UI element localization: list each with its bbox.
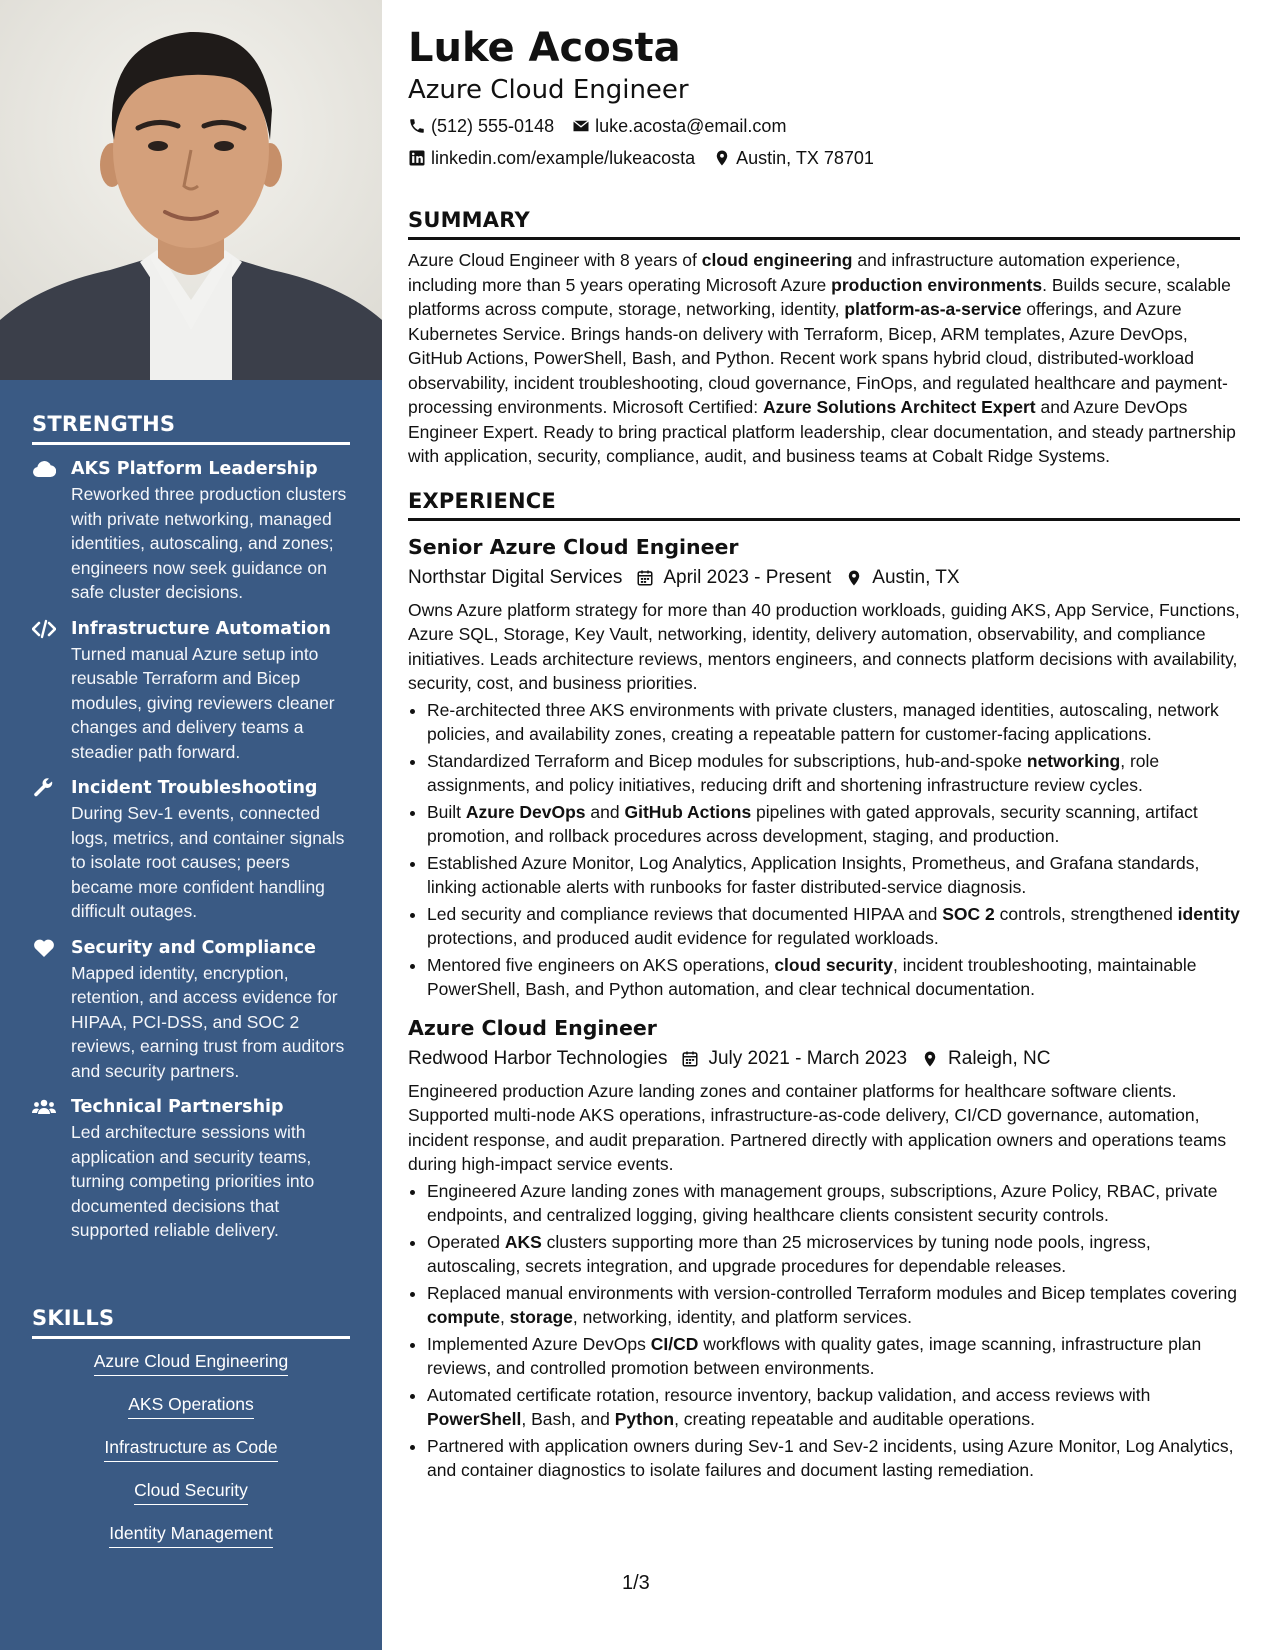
- bullet-item: [427, 1179, 1240, 1228]
- bullet-item: [427, 1281, 1240, 1330]
- map-pin-icon: [713, 149, 731, 167]
- bold-text: PowerShell: [427, 1409, 522, 1429]
- skill-row: [32, 1376, 350, 1419]
- text-segment: offerings, and Azure Kubernetes Service. Brings hands-on delivery with Terraform, Bicep, ARM templates, Azure DevOps, GitHub Actions, PowerShell, Bash, and Python. Recent work spans hybrid cloud, distributed-workload observability, incident troubleshooting, cloud governance, FinOps, and regulated healthcare and payment-processing environments. Microsoft Certified:: [408, 299, 1228, 417]
- skill-row: [32, 1462, 350, 1505]
- strengths-heading: STRENGTHS: [32, 412, 350, 445]
- strength-item: [32, 1095, 350, 1243]
- strengths-list: [32, 457, 350, 1243]
- bold-text: compute: [427, 1307, 500, 1327]
- company-name: Northstar Digital Services: [408, 566, 623, 588]
- bold-text: identity: [1177, 903, 1240, 924]
- wrench-icon: [32, 778, 56, 798]
- calendar-icon: [622, 569, 663, 587]
- bold-text: AKS: [504, 1231, 542, 1252]
- text-segment: clusters supporting more than 25 microservices by tuning node pools, ingress, autoscaling, secrets integration, and upgrade procedures for dependable releases.: [427, 1231, 1151, 1276]
- contact-row-1: [408, 114, 1240, 138]
- main-content: [408, 22, 1240, 1483]
- code-icon: [32, 619, 56, 639]
- bullet-item: [427, 1383, 1240, 1432]
- bullet-item: [427, 1230, 1240, 1279]
- location-contact: [713, 146, 874, 170]
- strength-item: [32, 936, 350, 1084]
- job-description: Owns Azure platform strategy for more than 40 production workloads, guiding AKS, App Service, Functions, Azure SQL, Storage, Key Vault, networking, identity, delivery automation, observability, and compliance initiatives. Leads architecture reviews, mentors engineers, and connects platform decisions with availability, security, cost, and business priorities.: [408, 599, 1240, 693]
- skill-tag: Identity Management: [109, 1521, 272, 1548]
- job-title: Senior Azure Cloud Engineer: [408, 534, 739, 559]
- sidebar: [0, 0, 382, 1650]
- bullet-item: [427, 800, 1240, 849]
- profile-photo: [0, 0, 382, 380]
- text-segment: , creating repeatable and auditable operations.: [674, 1409, 1036, 1429]
- text-segment: ,: [499, 1307, 510, 1327]
- map-pin-icon: [907, 1050, 948, 1068]
- job-location: Austin, TX: [872, 566, 960, 588]
- bold-text: Azure Solutions Architect Expert: [763, 397, 1036, 417]
- text-segment: . Builds secure, scalable platforms across compute, storage, networking, identity,: [408, 274, 1231, 319]
- phone-icon: [408, 117, 426, 135]
- job-meta: [408, 1046, 1240, 1072]
- strength-text: Led architecture sessions with application and security teams, turning competing priorities into documented decisions that supported reliable delivery.: [71, 1122, 315, 1240]
- text-segment: workflows with quality gates, image scanning, infrastructure plan reviews, and controlled promotion between environments.: [427, 1333, 1202, 1378]
- strength-title: AKS Platform Leadership: [71, 459, 318, 479]
- skill-row: [32, 1505, 350, 1548]
- contact-row-2: [408, 146, 1240, 170]
- phone-contact: [408, 114, 554, 138]
- skill-row: [32, 1419, 350, 1462]
- text-segment: Azure Cloud Engineer with 8 years of: [408, 250, 702, 270]
- text-segment: controls, strengthened: [994, 903, 1178, 924]
- text-segment: Automated certificate rotation, resource inventory, backup validation, and access reviews with: [427, 1384, 1151, 1405]
- text-segment: , incident troubleshooting, maintainable PowerShell, Bash, and Python automation, and clear technical documentation.: [427, 954, 1197, 999]
- text-segment: , networking, identity, and platform services.: [572, 1307, 913, 1327]
- candidate-title: Azure Cloud Engineer: [408, 75, 689, 105]
- text-segment: Operated: [427, 1231, 505, 1252]
- email-text[interactable]: luke.acosta@email.com: [595, 116, 787, 136]
- text-segment: Led security and compliance reviews that documented HIPAA and: [427, 903, 943, 924]
- strength-item: [32, 776, 350, 924]
- bullet-item: [427, 953, 1240, 1002]
- strength-item: [32, 617, 350, 765]
- skill-tag: AKS Operations: [128, 1392, 253, 1419]
- envelope-icon: [572, 117, 590, 135]
- text-segment: Built: [427, 801, 466, 822]
- strength-text: During Sev-1 events, connected logs, metrics, and container signals to isolate root causes; peers became more confident handling difficult outages.: [71, 803, 345, 921]
- job-entry: [408, 1014, 1240, 1483]
- job-bullets: [408, 1179, 1240, 1483]
- bold-text: storage: [509, 1307, 573, 1327]
- strength-text: Mapped identity, encryption, retention, and access evidence for HIPAA, PCI-DSS, and SOC 2 reviews, earning trust from auditors and security partners.: [71, 962, 345, 1081]
- bullet-item: [427, 698, 1240, 747]
- job-bullets: [408, 698, 1240, 1002]
- linkedin-icon: [408, 149, 426, 167]
- text-segment: Implemented Azure DevOps: [427, 1333, 651, 1354]
- strength-title: Incident Troubleshooting: [71, 778, 318, 798]
- text-segment: Re-architected three AKS environments with private clusters, managed identities, autoscaling, network policies, and availability zones, creating a repeatable pattern for customer-facing applications.: [427, 699, 1219, 744]
- text-segment: protections, and produced audit evidence for regulated workloads.: [427, 928, 939, 948]
- text-segment: and infrastructure automation experience, including more than 5 years operating Microsoft Azure: [408, 250, 1181, 295]
- skills-heading: SKILLS: [32, 1306, 350, 1339]
- bold-text: networking: [1026, 750, 1121, 771]
- strength-text: Reworked three production clusters with private networking, managed identities, autoscaling, and zones; engineers now seek guidance on safe cluster decisions.: [71, 484, 347, 602]
- job-entry: [408, 533, 1240, 1002]
- calendar-icon: [667, 1050, 708, 1068]
- text-segment: Replaced manual environments with version-controlled Terraform modules and Bicep templates covering: [427, 1282, 1237, 1303]
- summary-heading: SUMMARY: [408, 208, 1240, 240]
- bullet-item: [427, 749, 1240, 798]
- heart-icon: [32, 938, 56, 958]
- skill-tag: Cloud Security: [134, 1478, 248, 1505]
- bullet-item: [427, 1434, 1240, 1483]
- experience-heading: EXPERIENCE: [408, 489, 1240, 521]
- bullet-item: [427, 851, 1240, 900]
- summary-paragraph: [408, 248, 1240, 469]
- job-dates: July 2021 - March 2023: [708, 1047, 908, 1069]
- job-location: Raleigh, NC: [948, 1047, 1051, 1069]
- strength-title: Infrastructure Automation: [71, 618, 331, 639]
- job-dates: April 2023 - Present: [663, 566, 832, 588]
- skills-section: [32, 1306, 350, 1548]
- email-contact[interactable]: [572, 114, 786, 138]
- bold-text: production environments: [831, 274, 1043, 295]
- text-segment: Established Azure Monitor, Log Analytics, Application Insights, Prometheus, and Grafana standards, linking actionable alerts with runbooks for faster distributed-service diagnosis.: [427, 852, 1200, 897]
- text-segment: Partnered with application owners during Sev-1 and Sev-2 incidents, using Azure Monitor, Log Analytics, and container diagnostics to isolate failures and document lasting remediation.: [427, 1435, 1234, 1480]
- candidate-name: Luke Acosta: [408, 25, 681, 71]
- bold-text: cloud security: [774, 954, 893, 975]
- strength-title: Technical Partnership: [71, 1097, 284, 1117]
- text-segment: and Azure DevOps Engineer Expert. Ready to bring practical platform leadership, clear documentation, and steady partnership with application, security, compliance, audit, and business teams at Cobalt Ridge Systems.: [408, 397, 1236, 466]
- text-segment: Engineered Azure landing zones with management groups, subscriptions, Azure Policy, RBAC, private endpoints, and centralized logging, giving healthcare clients consistent security controls.: [427, 1180, 1218, 1225]
- bold-text: platform-as-a-service: [844, 299, 1022, 319]
- skill-tag: Infrastructure as Code: [104, 1435, 277, 1462]
- text-segment: , Bash, and: [521, 1409, 615, 1429]
- company-name: Redwood Harbor Technologies: [408, 1047, 668, 1069]
- bold-text: GitHub Actions: [624, 801, 752, 822]
- skills-list: [32, 1349, 350, 1548]
- bullet-item: [427, 1332, 1240, 1381]
- map-pin-icon: [831, 569, 872, 587]
- text-segment: and: [585, 801, 625, 822]
- job-meta: [408, 565, 1240, 591]
- skill-tag: Azure Cloud Engineering: [94, 1349, 289, 1376]
- location-text: Austin, TX 78701: [736, 148, 874, 168]
- strength-item: [32, 457, 350, 605]
- bold-text: Azure DevOps: [465, 801, 586, 822]
- strengths-section: [32, 412, 350, 1243]
- job-title: Azure Cloud Engineer: [408, 1015, 657, 1040]
- bold-text: SOC 2: [942, 903, 995, 924]
- cloud-icon: [32, 459, 56, 479]
- strength-title: Security and Compliance: [71, 937, 316, 958]
- text-segment: , role assignments, and policy initiatives, reducing drift and shortening infrastructure review cycles.: [427, 750, 1160, 795]
- bullet-item: [427, 902, 1240, 951]
- skill-row: [32, 1349, 350, 1376]
- bold-text: cloud engineering: [701, 250, 853, 270]
- users-icon: [32, 1097, 56, 1117]
- job-description: Engineered production Azure landing zones and container platforms for healthcare software clients. Supported multi-node AKS operations, infrastructure-as-code delivery, CI/CD governance, automation, incident response, and audit preparation. Partnered directly with application owners and operations teams during high-impact service events.: [408, 1080, 1227, 1174]
- phone-text: (512) 555-0148: [431, 116, 555, 136]
- page-number: 1/3: [622, 1572, 650, 1594]
- text-segment: Standardized Terraform and Bicep modules for subscriptions, hub-and-spoke: [427, 750, 1027, 771]
- linkedin-contact[interactable]: [408, 146, 695, 170]
- experience-list: [408, 533, 1240, 1483]
- bold-text: Python: [614, 1409, 675, 1429]
- linkedin-text[interactable]: linkedin.com/example/lukeacosta: [431, 148, 696, 168]
- text-segment: Mentored five engineers on AKS operations,: [427, 954, 775, 975]
- strength-text: Turned manual Azure setup into reusable Terraform and Bicep modules, giving reviewers cleaner changes and delivery teams a steadier path forward.: [71, 643, 335, 762]
- text-segment: pipelines with gated approvals, security scanning, artifact promotion, and rollback procedures across development, staging, and production.: [427, 801, 1198, 846]
- bold-text: CI/CD: [650, 1333, 699, 1354]
